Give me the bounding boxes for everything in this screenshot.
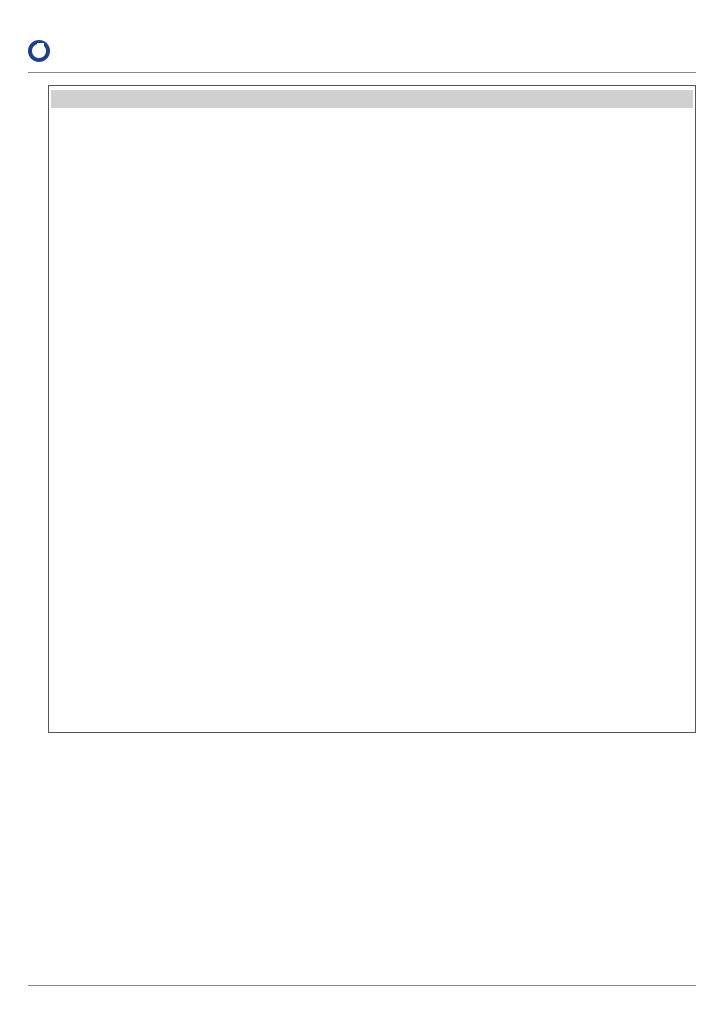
sinolink-logo-icon [28, 40, 50, 62]
title-band [51, 90, 693, 108]
header-divider [28, 72, 696, 73]
footer-divider [28, 985, 696, 986]
content-frame [48, 85, 696, 733]
page-header [28, 38, 696, 72]
